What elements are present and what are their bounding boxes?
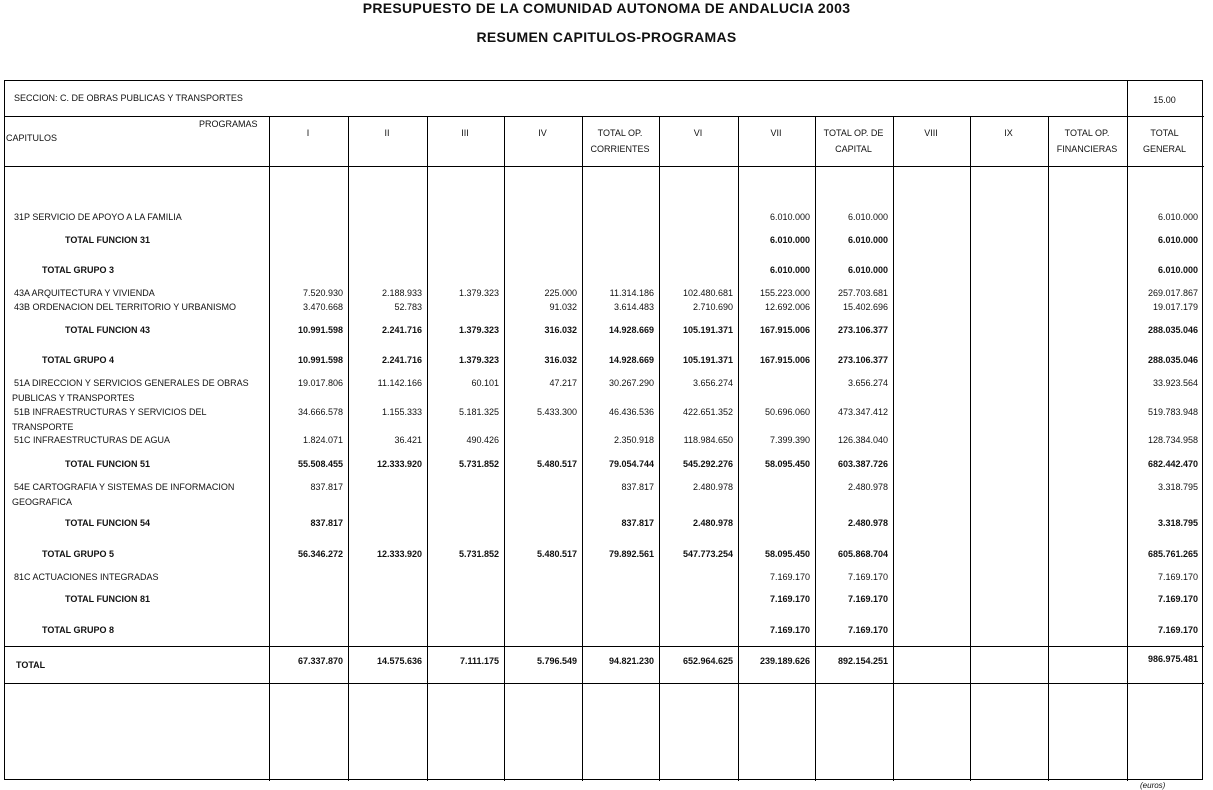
table-cell: 1.379.323 bbox=[458, 325, 499, 335]
column-divider bbox=[1127, 81, 1128, 781]
table-cell: 15.402.696 bbox=[842, 302, 888, 312]
column-header bbox=[1127, 125, 1202, 157]
table-cell: 316.032 bbox=[544, 325, 577, 335]
table-cell: 685.761.265 bbox=[1147, 549, 1198, 559]
programas-header: PROGRAMAS bbox=[199, 119, 258, 129]
capitulos-header: CAPITULOS bbox=[6, 133, 58, 143]
table-cell: 2.241.716 bbox=[381, 325, 422, 335]
table-cell: 19.017.179 bbox=[1152, 302, 1198, 312]
table-cell: 34.666.578 bbox=[297, 407, 343, 417]
row-label-continued: TRANSPORTE bbox=[12, 422, 74, 432]
table-cell: 47.217 bbox=[549, 378, 577, 388]
table-cell: 5.480.517 bbox=[536, 459, 577, 469]
column-divider bbox=[582, 116, 583, 781]
table-cell: 167.915.006 bbox=[759, 325, 810, 335]
table-cell: 12.692.006 bbox=[764, 302, 810, 312]
table-cell: 6.010.000 bbox=[769, 212, 810, 222]
column-divider bbox=[970, 116, 971, 781]
column-divider bbox=[1048, 116, 1049, 781]
table-rule bbox=[5, 116, 1204, 117]
table-cell: 79.892.561 bbox=[608, 549, 654, 559]
column-header-line: CORRIENTES bbox=[590, 144, 650, 154]
budget-table bbox=[4, 80, 1203, 780]
table-cell: 1.824.071 bbox=[302, 435, 343, 445]
column-header-line: II bbox=[384, 128, 390, 138]
table-cell: 547.773.254 bbox=[682, 549, 733, 559]
table-cell: 60.101 bbox=[471, 378, 499, 388]
table-cell: 837.817 bbox=[310, 482, 343, 492]
total-label: TOTAL bbox=[16, 660, 46, 670]
table-cell: 14.928.669 bbox=[608, 325, 654, 335]
page-title: PRESUPUESTO DE LA COMUNIDAD AUTONOMA DE ANDALUCIA 2003 bbox=[362, 0, 851, 16]
column-header-line: CAPITAL bbox=[835, 144, 872, 154]
table-cell: 837.817 bbox=[310, 518, 343, 528]
table-cell: 128.734.958 bbox=[1147, 435, 1198, 445]
table-cell: 3.614.483 bbox=[613, 302, 654, 312]
column-header bbox=[269, 125, 347, 141]
column-divider bbox=[893, 116, 894, 781]
column-header-line: I bbox=[306, 128, 310, 138]
table-cell: 837.817 bbox=[621, 482, 654, 492]
row-label: 51B INFRAESTRUCTURAS Y SERVICIOS DEL bbox=[14, 407, 207, 417]
table-cell: 19.017.806 bbox=[297, 378, 343, 388]
table-cell: 519.783.948 bbox=[1147, 407, 1198, 417]
table-cell: 58.095.450 bbox=[764, 549, 810, 559]
table-cell: 603.387.726 bbox=[837, 459, 888, 469]
table-cell: 3.318.795 bbox=[1157, 518, 1198, 528]
row-label: 43B ORDENACION DEL TERRITORIO Y URBANISMO bbox=[14, 302, 237, 312]
table-cell: 1.379.323 bbox=[458, 355, 499, 365]
table-cell: 167.915.006 bbox=[759, 355, 810, 365]
table-cell: 6.010.000 bbox=[1157, 265, 1198, 275]
column-header bbox=[504, 125, 581, 141]
row-label: 54E CARTOGRAFIA Y SISTEMAS DE INFORMACION bbox=[14, 482, 235, 492]
column-header bbox=[348, 125, 426, 141]
table-cell: 56.346.272 bbox=[297, 549, 343, 559]
column-header-line: VI bbox=[693, 128, 703, 138]
table-cell: 837.817 bbox=[621, 518, 654, 528]
table-cell: 7.169.170 bbox=[1157, 625, 1198, 635]
table-rule bbox=[5, 166, 1204, 167]
table-cell: 6.010.000 bbox=[847, 212, 888, 222]
row-label: TOTAL GRUPO 3 bbox=[42, 265, 115, 275]
table-cell: 6.010.000 bbox=[769, 265, 810, 275]
table-cell: 288.035.046 bbox=[1147, 325, 1198, 335]
table-cell: 545.292.276 bbox=[682, 459, 733, 469]
column-header bbox=[659, 125, 737, 141]
table-cell: 288.035.046 bbox=[1147, 355, 1198, 365]
table-cell: 55.508.455 bbox=[297, 459, 343, 469]
table-cell: 102.480.681 bbox=[682, 288, 733, 298]
row-label: 31P SERVICIO DE APOYO A LA FAMILIA bbox=[14, 212, 182, 222]
table-cell: 5.433.300 bbox=[536, 407, 577, 417]
table-cell: 11.142.166 bbox=[377, 378, 422, 388]
table-cell: 1.155.333 bbox=[381, 407, 422, 417]
table-cell: 11.314.186 bbox=[609, 288, 654, 298]
column-divider bbox=[504, 116, 505, 781]
table-cell: 10.991.598 bbox=[297, 355, 343, 365]
table-cell: 2.188.933 bbox=[381, 288, 422, 298]
table-cell: 118.984.650 bbox=[683, 435, 733, 445]
total-cell: 5.796.549 bbox=[536, 656, 577, 666]
table-rule bbox=[5, 646, 1204, 647]
row-label: TOTAL FUNCION 31 bbox=[65, 235, 151, 245]
table-cell: 605.868.704 bbox=[837, 549, 888, 559]
table-cell: 2.241.716 bbox=[381, 355, 422, 365]
table-cell: 269.017.867 bbox=[1147, 288, 1198, 298]
table-cell: 3.470.668 bbox=[302, 302, 343, 312]
table-rule bbox=[5, 683, 1204, 684]
table-cell: 10.991.598 bbox=[297, 325, 343, 335]
column-header-line: GENERAL bbox=[1142, 144, 1186, 154]
table-cell: 7.169.170 bbox=[847, 625, 888, 635]
table-cell: 422.651.352 bbox=[682, 407, 733, 417]
table-cell: 6.010.000 bbox=[847, 235, 888, 245]
column-header-line: III bbox=[461, 128, 469, 138]
row-label: 81C ACTUACIONES INTEGRADAS bbox=[14, 572, 159, 582]
column-header-line: TOTAL OP. bbox=[1064, 128, 1110, 138]
column-divider bbox=[659, 116, 660, 781]
column-header-line: VIII bbox=[924, 128, 938, 138]
table-cell: 50.696.060 bbox=[764, 407, 810, 417]
table-cell: 257.703.681 bbox=[837, 288, 888, 298]
table-cell: 490.426 bbox=[466, 435, 499, 445]
table-cell: 7.169.170 bbox=[1157, 572, 1198, 582]
table-cell: 14.928.669 bbox=[608, 355, 654, 365]
table-cell: 3.656.274 bbox=[847, 378, 888, 388]
column-header-line: IX bbox=[1004, 128, 1013, 138]
table-cell: 7.169.170 bbox=[847, 594, 888, 604]
table-cell: 52.783 bbox=[394, 302, 422, 312]
total-cell: 892.154.251 bbox=[837, 656, 888, 666]
row-label: 43A ARQUITECTURA Y VIVIENDA bbox=[14, 288, 155, 298]
table-cell: 6.010.000 bbox=[769, 235, 810, 245]
total-cell: 67.337.870 bbox=[297, 656, 343, 666]
column-header-line: TOTAL bbox=[1150, 128, 1179, 138]
table-cell: 682.442.470 bbox=[1147, 459, 1198, 469]
column-header-line: TOTAL OP. DE bbox=[823, 128, 884, 138]
row-label: TOTAL GRUPO 4 bbox=[42, 355, 115, 365]
total-cell: 94.821.230 bbox=[608, 656, 654, 666]
table-cell: 91.032 bbox=[549, 302, 577, 312]
table-cell: 2.480.978 bbox=[847, 518, 888, 528]
row-label-continued: PUBLICAS Y TRANSPORTES bbox=[12, 393, 135, 403]
column-header-line: VII bbox=[770, 128, 782, 138]
table-cell: 79.054.744 bbox=[608, 459, 654, 469]
total-cell: 14.575.636 bbox=[376, 656, 422, 666]
column-divider bbox=[348, 116, 349, 781]
table-cell: 46.436.536 bbox=[608, 407, 654, 417]
table-cell: 105.191.371 bbox=[682, 325, 733, 335]
table-cell: 1.379.323 bbox=[458, 288, 499, 298]
table-cell: 3.318.795 bbox=[1157, 482, 1198, 492]
table-cell: 5.480.517 bbox=[536, 549, 577, 559]
table-cell: 33.923.564 bbox=[1152, 378, 1198, 388]
table-cell: 155.223.000 bbox=[759, 288, 810, 298]
column-divider bbox=[269, 116, 270, 781]
table-cell: 7.169.170 bbox=[769, 625, 810, 635]
table-cell: 105.191.371 bbox=[682, 355, 733, 365]
row-label: TOTAL FUNCION 43 bbox=[65, 325, 151, 335]
column-header-line: FINANCIERAS bbox=[1056, 144, 1118, 154]
column-header-line: TOTAL OP. bbox=[597, 128, 643, 138]
table-cell: 3.656.274 bbox=[692, 378, 733, 388]
column-header bbox=[582, 125, 658, 157]
total-cell: 652.964.625 bbox=[682, 656, 733, 666]
table-cell: 7.169.170 bbox=[1157, 594, 1198, 604]
table-cell: 2.480.978 bbox=[692, 482, 733, 492]
table-cell: 12.333.920 bbox=[376, 549, 422, 559]
total-cell: 7.111.175 bbox=[459, 656, 499, 666]
table-cell: 7.520.930 bbox=[302, 288, 343, 298]
column-divider bbox=[427, 116, 428, 781]
row-label: TOTAL FUNCION 81 bbox=[65, 594, 151, 604]
column-header bbox=[427, 125, 503, 141]
section-code: 15.00 bbox=[1153, 95, 1176, 105]
section-label: SECCION: C. DE OBRAS PUBLICAS Y TRANSPORTES bbox=[14, 93, 243, 103]
row-label: TOTAL GRUPO 5 bbox=[42, 549, 115, 559]
table-cell: 316.032 bbox=[544, 355, 577, 365]
table-cell: 2.480.978 bbox=[692, 518, 733, 528]
table-cell: 5.731.852 bbox=[458, 549, 499, 559]
total-cell: 239.189.626 bbox=[759, 656, 810, 666]
row-label: 51C INFRAESTRUCTURAS DE AGUA bbox=[14, 435, 171, 445]
table-cell: 225.000 bbox=[544, 288, 577, 298]
table-cell: 30.267.290 bbox=[608, 378, 654, 388]
total-cell: 986.975.481 bbox=[1147, 654, 1198, 664]
table-cell: 473.347.412 bbox=[837, 407, 888, 417]
table-cell: 36.421 bbox=[394, 435, 422, 445]
table-cell: 2.710.690 bbox=[692, 302, 733, 312]
row-label: TOTAL GRUPO 8 bbox=[42, 625, 115, 635]
table-cell: 2.480.978 bbox=[847, 482, 888, 492]
table-cell: 12.333.920 bbox=[376, 459, 422, 469]
table-cell: 58.095.450 bbox=[764, 459, 810, 469]
unit-note: (euros) bbox=[1140, 781, 1166, 790]
table-cell: 7.169.170 bbox=[769, 594, 810, 604]
table-cell: 273.106.377 bbox=[837, 355, 888, 365]
table-cell: 2.350.918 bbox=[613, 435, 654, 445]
column-header-line: IV bbox=[538, 128, 547, 138]
column-header bbox=[815, 125, 892, 157]
row-label-continued: GEOGRAFICA bbox=[12, 497, 73, 507]
page-subtitle: RESUMEN CAPITULOS-PROGRAMAS bbox=[476, 29, 737, 45]
row-label: 51A DIRECCION Y SERVICIOS GENERALES DE OBRAS bbox=[14, 378, 249, 388]
table-cell: 6.010.000 bbox=[1157, 235, 1198, 245]
row-label: TOTAL FUNCION 51 bbox=[65, 459, 151, 469]
table-cell: 5.181.325 bbox=[458, 407, 499, 417]
table-cell: 126.384.040 bbox=[837, 435, 888, 445]
table-cell: 7.399.390 bbox=[769, 435, 810, 445]
table-cell: 5.731.852 bbox=[458, 459, 499, 469]
column-header bbox=[1048, 125, 1126, 157]
table-cell: 7.169.170 bbox=[769, 572, 810, 582]
table-cell: 273.106.377 bbox=[837, 325, 888, 335]
column-header bbox=[970, 125, 1047, 141]
column-header bbox=[738, 125, 814, 141]
row-label: TOTAL FUNCION 54 bbox=[65, 518, 151, 528]
column-header bbox=[893, 125, 969, 141]
table-cell: 6.010.000 bbox=[1157, 212, 1198, 222]
table-cell: 6.010.000 bbox=[847, 265, 888, 275]
table-cell: 7.169.170 bbox=[847, 572, 888, 582]
